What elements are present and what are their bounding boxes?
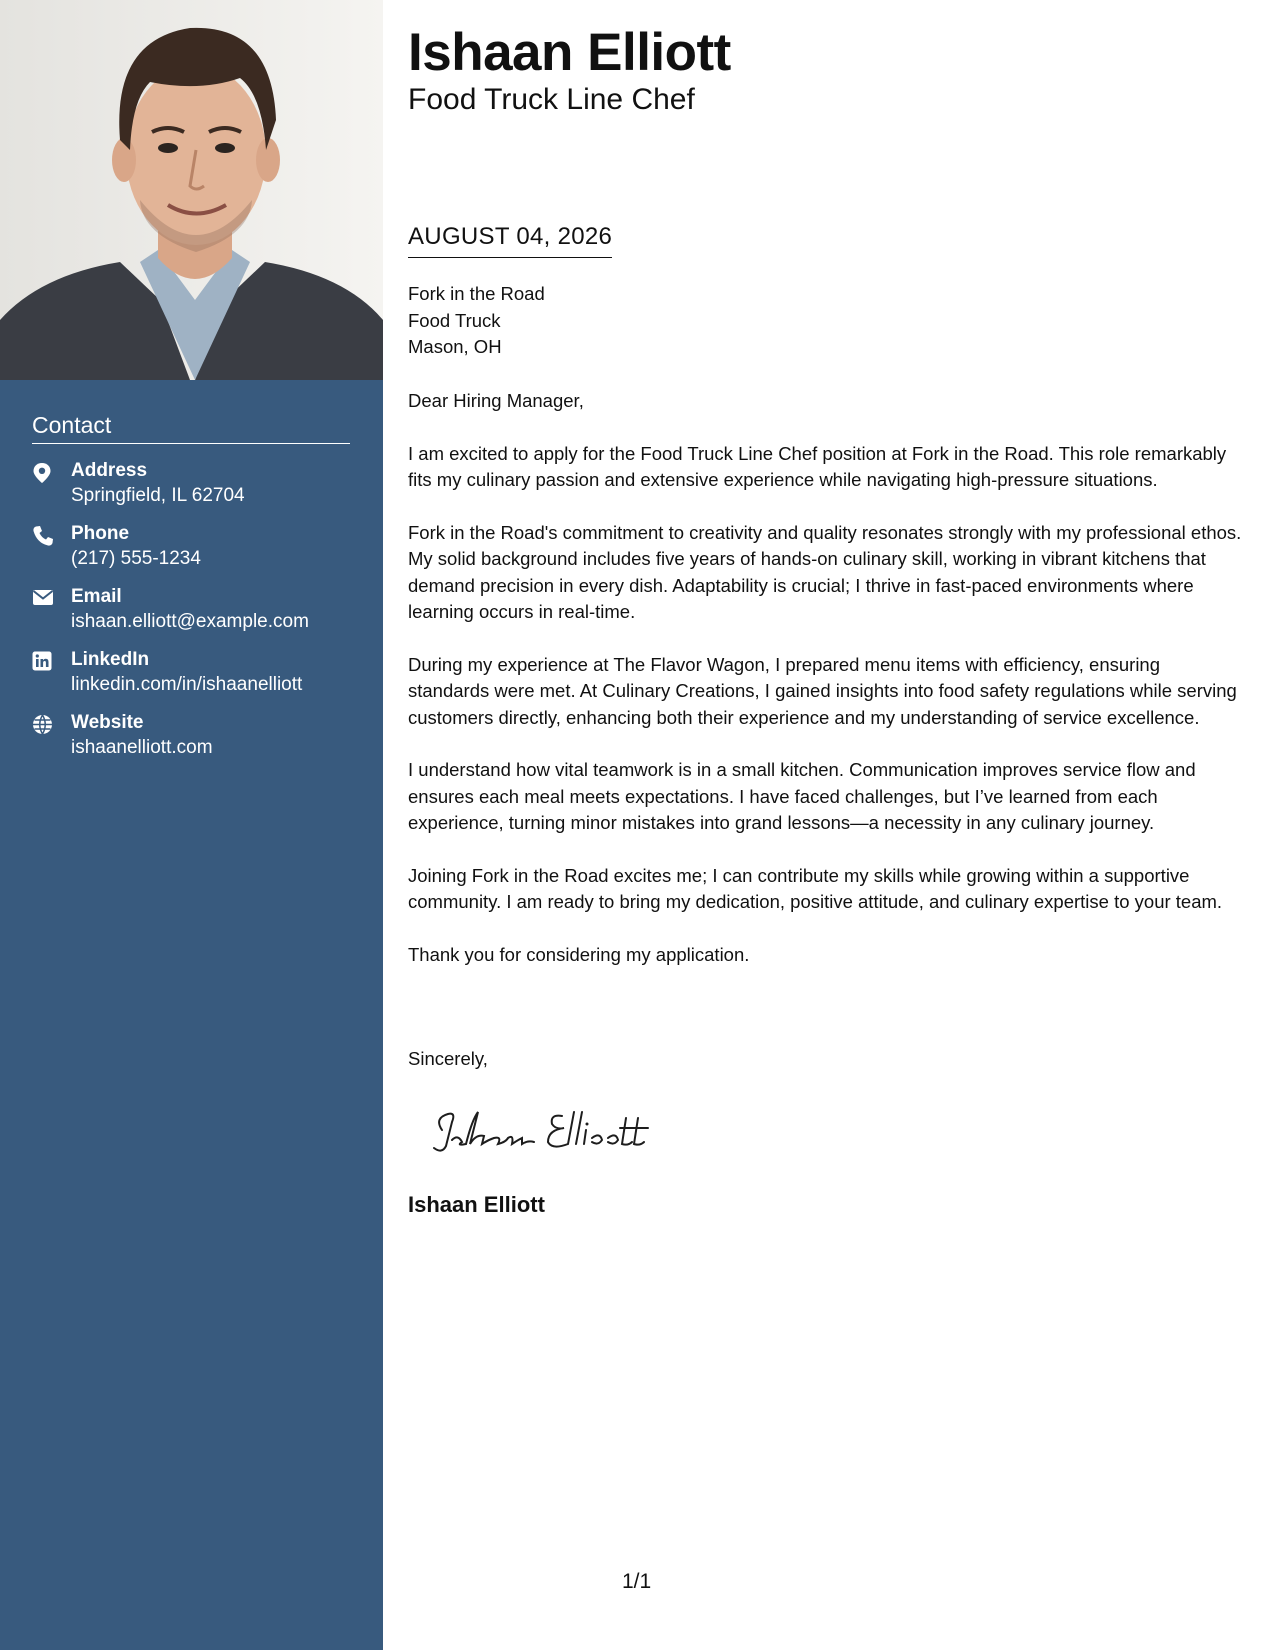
phone-icon: [32, 525, 56, 549]
applicant-role: Food Truck Line Chef: [408, 83, 695, 116]
email-label: Email: [71, 586, 122, 607]
salutation: Dear Hiring Manager,: [408, 390, 584, 411]
envelope-icon: [32, 588, 56, 612]
website-label: Website: [71, 712, 144, 733]
closing: Sincerely,: [408, 1048, 488, 1069]
address-value: Springfield, IL 62704: [71, 485, 245, 506]
linkedin-label: LinkedIn: [71, 649, 150, 670]
signer-name: Ishaan Elliott: [408, 1192, 545, 1217]
phone-label: Phone: [71, 523, 130, 544]
recipient-line: Fork in the Road: [408, 283, 545, 304]
letter-paragraph: Fork in the Road's commitment to creativity and quality resonates strongly with my professional ethos. My solid background includes five years of hands-on culinary skill, working in vibrant kitchens that demand precision in every dish. Adaptability is crucial; I thrive in fast-paced environments where learning occurs in real-time.: [408, 521, 1242, 622]
letter-text: [408, 388, 1246, 994]
letter-paragraph: I understand how vital teamwork is in a small kitchen. Communication improves service flow and ensures each meal meets expectations. I have faced challenges, but I’ve learned from each experience, turning minor mistakes into grand lessons—a necessity in any culinary journey.: [408, 759, 1196, 833]
letter-date: AUGUST 04, 2026: [408, 223, 612, 258]
letter-paragraph: Joining Fork in the Road excites me; I can contribute my skills while growing within a supportive community. I am ready to bring my dedication, positive attitude, and culinary expertise to your team.: [408, 864, 1223, 912]
phone-value: (217) 555-1234: [71, 548, 201, 569]
globe-icon: [32, 714, 56, 738]
map-pin-icon: [32, 462, 56, 486]
letter-paragraph: I am excited to apply for the Food Truck Line Chef position at Fork in the Road. This role remarkably fits my culinary passion and extensive experience while navigating high-pressure situations.: [408, 442, 1227, 490]
recipient-block: [408, 281, 545, 361]
letter-paragraph: Thank you for considering my application.: [408, 943, 750, 965]
address-label: Address: [71, 460, 148, 481]
page-number: 1/1: [622, 1570, 652, 1593]
website-value[interactable]: ishaanelliott.com: [71, 737, 213, 758]
linkedin-value[interactable]: linkedin.com/in/ishaanelliott: [71, 674, 303, 695]
profile-photo: [0, 0, 383, 380]
handwritten-signature: [422, 1100, 662, 1160]
linkedin-icon: [32, 651, 56, 675]
contact-heading: Contact: [32, 412, 350, 444]
email-value[interactable]: ishaan.elliott@example.com: [71, 611, 309, 632]
letter-paragraph: During my experience at The Flavor Wagon, I prepared menu items with efficiency, ensuring standards were met. At Culinary Creations, I gained insights into food safety regulations while serving customers directly, enhancing both their experience and my understanding of service excellence.: [408, 653, 1237, 728]
recipient-line: Mason, OH: [408, 336, 502, 357]
recipient-line: Food Truck: [408, 309, 501, 331]
applicant-name: Ishaan Elliott: [408, 23, 731, 82]
sidebar: [0, 0, 383, 1650]
